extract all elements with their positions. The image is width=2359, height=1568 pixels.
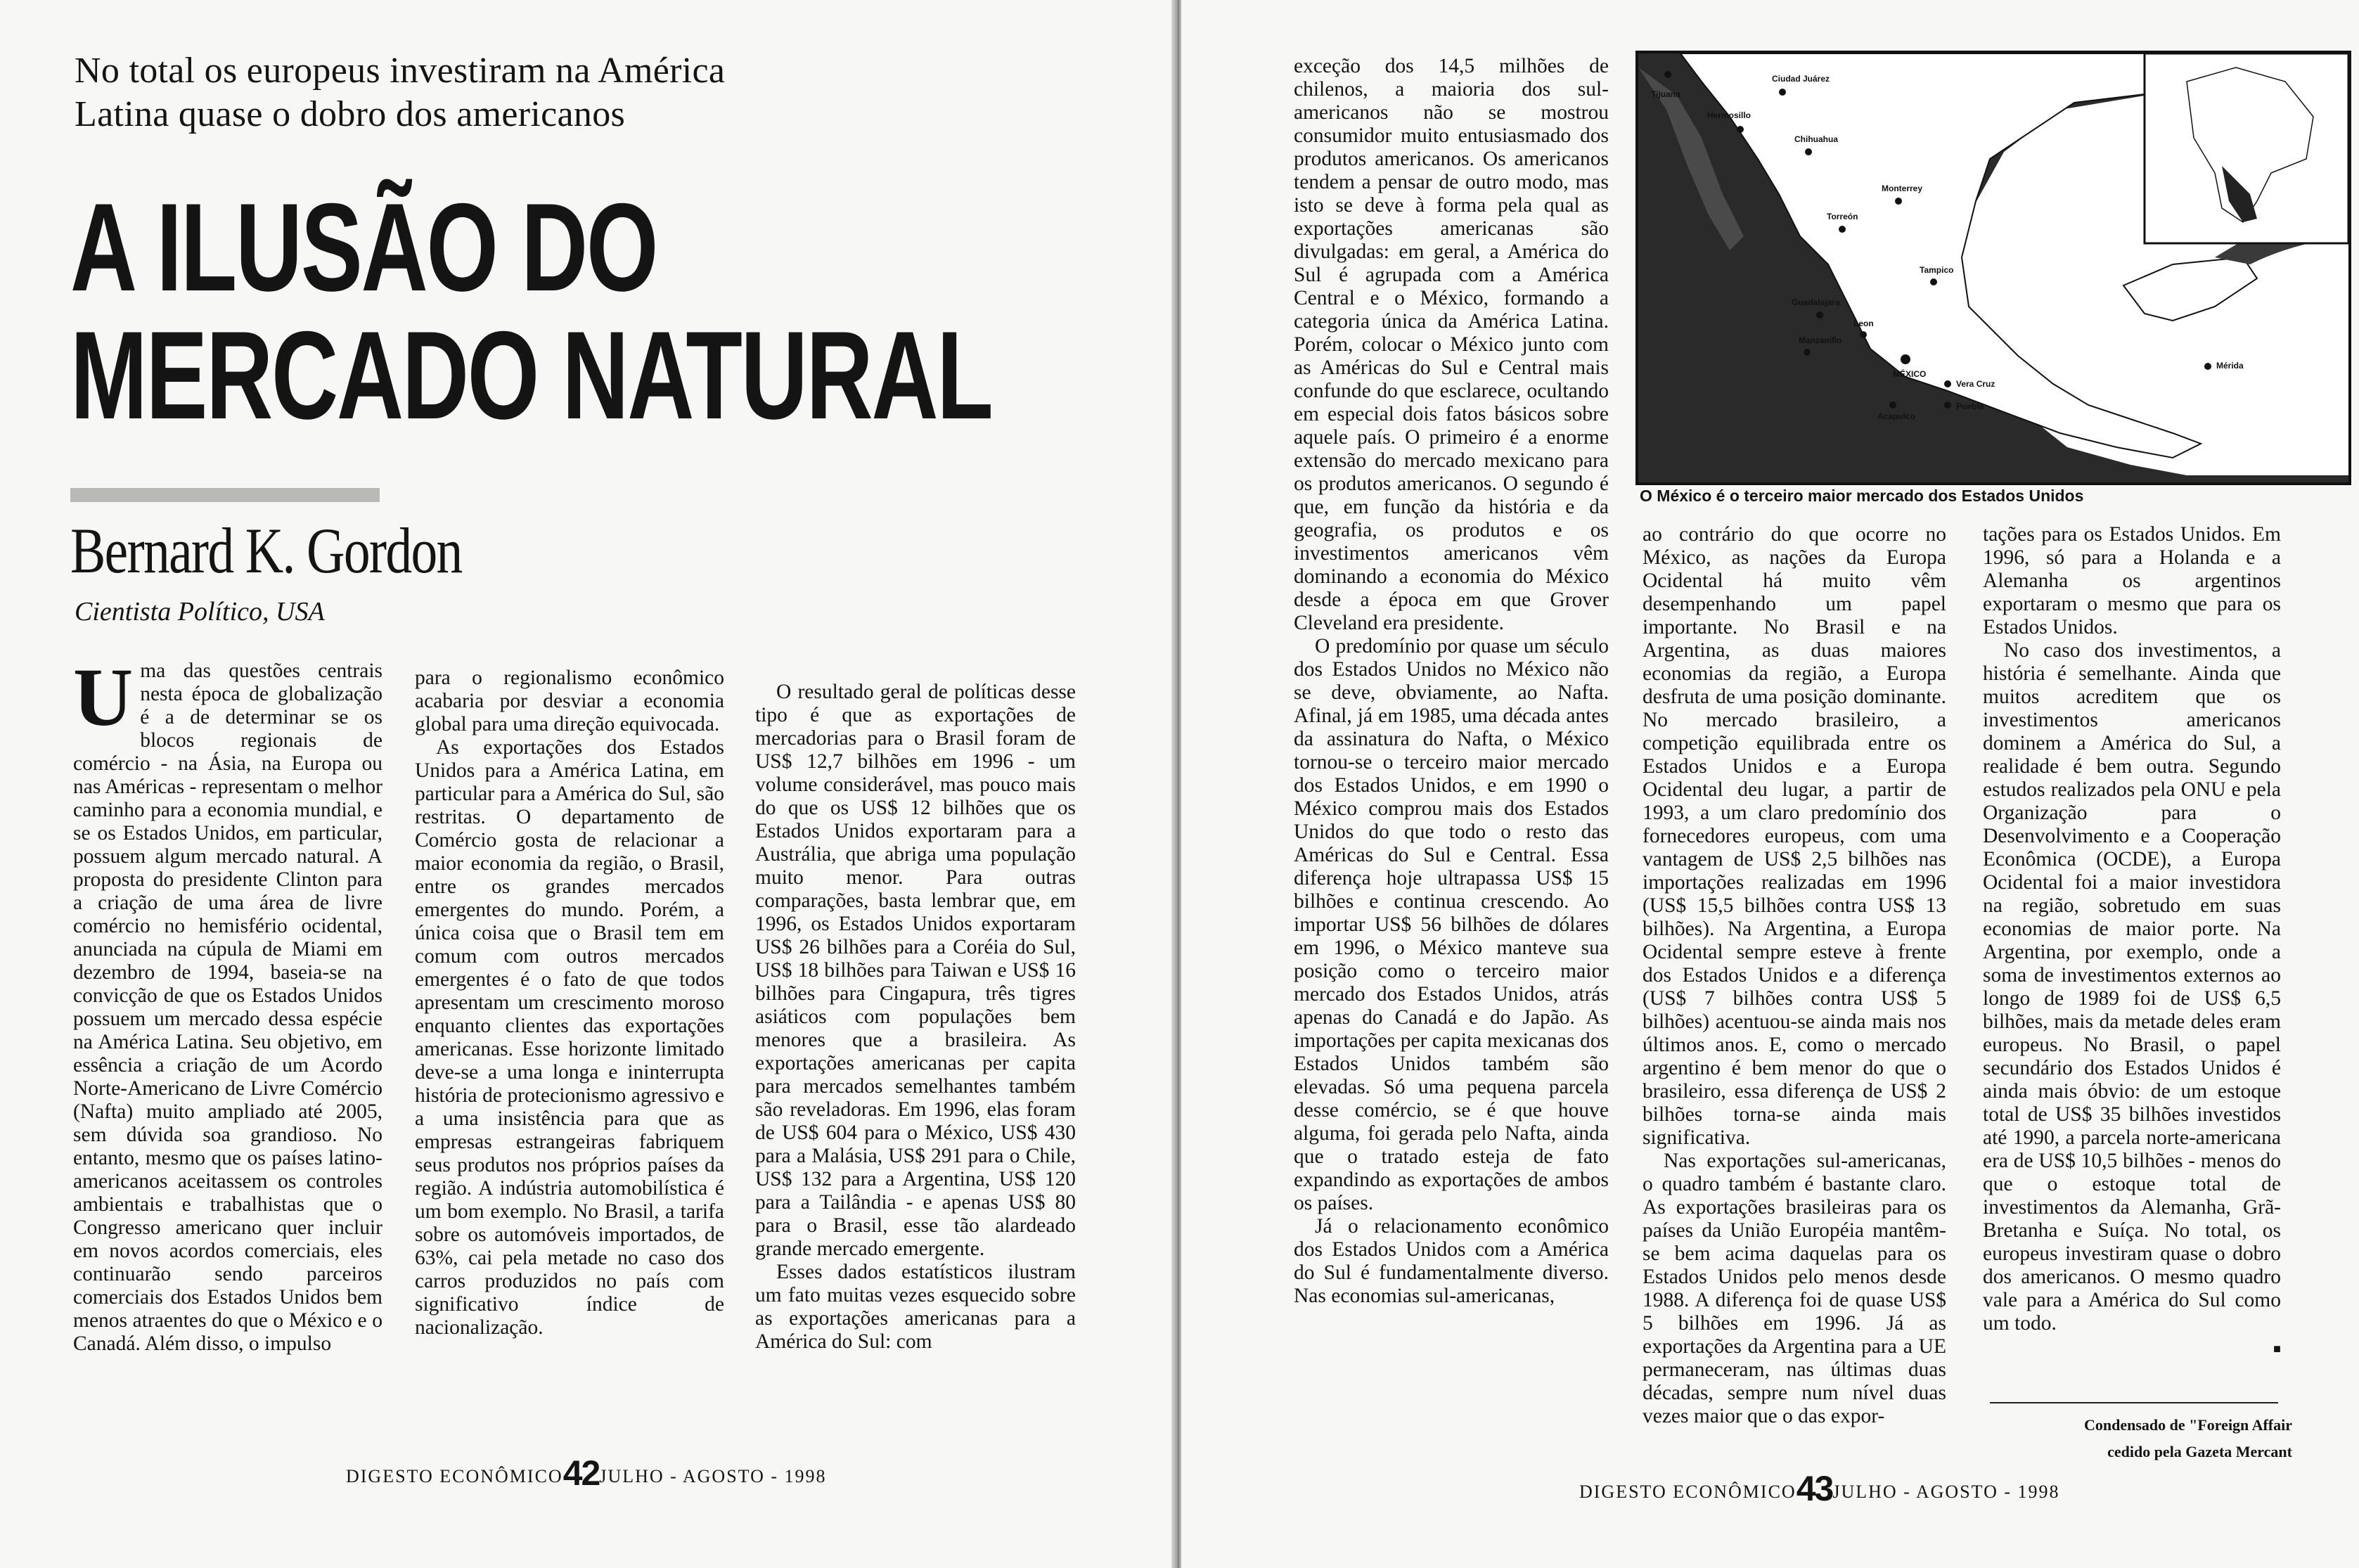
map-label: Tampico (1920, 265, 1954, 275)
map-of-mexico (1635, 51, 2351, 485)
author-role: Cientista Político, USA (75, 597, 325, 626)
paragraph: exceção dos 14,5 milhões de chilenos, a maioria dos sul-americanos não se mostrou consumidor muito entusiasmado dos produtos americanos. Os americanos tendem a pensar de outro modo, mas isto se deve à forma pela qual as exportações americanas são divulgadas: em geral, a América do Sul é agrupada com a América Central e o México, formando a categoria única da América Latina. Porém, colocar o México junto com as Américas do Sul e Central mais confunde do que esclarece, ocultando em especial dois fatos básicos sobre aquele país. O primeiro é a enorme extensão do mercado mexicano para os produtos americanos. O segundo é que, em função da história e da geografia, os produtos e os investimentos americanos vêm dominando a economia do México desde a época em que Grover Cleveland era presidente. (1294, 55, 1609, 634)
credits (1969, 1412, 2292, 1465)
map-caption: O México é o terceiro maior mercado dos Estados Unidos (1640, 487, 2084, 505)
overline (75, 49, 725, 136)
right-page (1181, 0, 2359, 1568)
paragraph: ao contrário do que ocorre no México, as nações da Europa Ocidental há muito vêm desempenhando um papel importante. No Brasil e na Argentina, as duas maiores economias da região, a Europa desfruta de uma posição dominante. No mercado brasileiro, a competição equilibrada entre os Estados Unidos e a Europa Ocidental deu lugar, a partir de 1993, a um claro predomínio dos fornecedores europeus, com uma vantagem de US$ 2,5 bilhões nas importações realizadas em 1996 (US$ 15,5 bilhões contra US$ 13 bilhões). Na Argentina, a Europa Ocidental sempre esteve à frente dos Estados Unidos e a diferença (US$ 7 bilhões contra US$ 5 bilhões) acentuou-se ainda mais nos últimos anos. E, como o mercado argentino é bem menor do que o brasileiro, essa diferença de US$ 2 bilhões torna-se ainda mais significativa. (1643, 523, 1946, 1149)
map-label: Ciudad Juárez (1772, 74, 1830, 84)
decorative-bar (70, 488, 380, 502)
map-graphic (1638, 53, 2348, 482)
article-column-1 (73, 651, 383, 1356)
map-label: Torreón (1827, 212, 1858, 221)
map-label: Chihuahua (1794, 134, 1838, 144)
headline-line-1: A ILUSÃO DO (70, 177, 657, 317)
end-mark: ■ (2273, 1342, 2281, 1356)
footer-publication: DIGESTO ECONÔMICO (346, 1466, 563, 1486)
article-column-6 (1983, 523, 2281, 1361)
map-label: Guadalajara (1792, 297, 1840, 307)
footer-publication: DIGESTO ECONÔMICO (1579, 1482, 1796, 1502)
map-label: Vera Cruz (1956, 379, 1995, 389)
page-number: 43 (1796, 1469, 1833, 1508)
map-label: Hermosillo (1707, 110, 1751, 120)
paragraph: No caso dos investimentos, a história é semelhante. Ainda que muitos acreditem que os investimentos americanos dominem a América do Sul, a realidade é bem outra. Segundo estudos realizados pela ONU e pela Organização para o Desenvolvimento e a Cooperação Econômica (OCDE), a Europa Ocidental foi a maior investidora na região, sobretudo em suas economias de maior porte. Na Argentina, por exemplo, onde a soma de investimentos externos ao longo de 1989 foi de US$ 6,5 bilhões, mais da metade deles eram europeus. No Brasil, o papel secundário dos Estados Unidos é ainda mais óbvio: de um estoque total de US$ 35 bilhões investidos até 1990, a parcela norte-americana era de US$ 10,5 bilhões - menos do que o estoque total de investimentos da Alemanha, Grã-Bretanha e Suíça. No total, os europeus investiram quase o dobro dos americanos. O mesmo quadro vale para a América do Sul como um todo. (1983, 639, 2281, 1335)
paragraph: Nas exportações sul-americanas, o quadro também é bastante claro. As exportações brasileiras para os países da União Européia mantêm-se bem acima daquelas para os Estados Unidos pelo menos desde 1988. A diferença foi de quase US$ 5 bilhões em 1996. Já as exportações da Argentina para a UE permaneceram, nas últimas duas décadas, sempre num nível duas vezes maior que o das expor- (1643, 1150, 1946, 1427)
paragraph: O predomínio por quase um século dos Estados Unidos no México não se deve, obviamente, ao Nafta. Afinal, já em 1985, uma década antes da assinatura do Nafta, o México tornou-se o terceiro maior mercado dos Estados Unidos, e em 1990 o México comprou mais dos Estados Unidos do que todo o resto das Américas do Sul e Central. Essa diferença hoje ultrapassa US$ 15 bilhões e continua crescendo. Ao importar US$ 56 bilhões de dólares em 1996, o México manteve sua posição como o terceiro maior mercado dos Estados Unidos, atrás apenas do Canadá e do Japão. As importações per capita mexicanas dos Estados Unidos também são elevadas. Só uma pequena parcela desse comércio, se é que houve alguma, foi gerada pelo Nafta, ainda que o tratado esteja de fato expandindo as exportações de ambos os países. (1294, 635, 1609, 1214)
map-label: Tijuana (1651, 89, 1680, 99)
paragraph: para o regionalismo econômico acabaria por desviar a economia global para uma direção equivocada. (415, 667, 724, 735)
headline-line-2: MERCADO NATURAL (70, 305, 992, 445)
article-column-4 (1294, 55, 1609, 1308)
map-label: Manzanillo (1799, 335, 1842, 345)
left-page (0, 0, 1174, 1568)
article-column-2 (415, 667, 724, 1339)
overline-line-2: Latina quase o dobro dos americanos (75, 94, 626, 134)
overline-line-1: No total os europeus investiram na América (75, 51, 726, 91)
map-label: Acapulco (1877, 411, 1916, 421)
paragraph: ma das questões centrais nesta época de globalização é a de determinar se os blocos regionais de comércio - na Ásia, na Europa ou nas Américas - representam o melhor caminho para a economia mundial, e se os Estados Unidos, em particular, possuem algum mercado natural. A proposta do presidente Clinton para a criação de uma área de livre comércio no hemisfério ocidental, anunciada na cúpula de Miami em dezembro de 1994, baseia-se na convicção de que os Estados Unidos possuem um mercado dessa espécie na América Latina. Seu objetivo, em essência a criação de um Acordo Norte-Americano de Livre Comércio (Nafta) muito ampliado até 2005, sem dúvida soa grandioso. No entanto, mesmo que os países latino-americanos aceitassem os controles ambientais e trabalhistas que o Congresso americano quer incluir em novos acordos comerciais, eles continuarão sendo parceiros comerciais dos Estados Unidos bem menos atraentes do que o México e o Canadá. Além disso, o impulso (73, 660, 383, 1355)
paragraph: As exportações dos Estados Unidos para a América Latina, em particular para a América do Sul, são restritas. O departamento de Comércio gosta de relacionar a maior economia da região, o Brasil, entre os grandes mercados emergentes do mundo. Porém, a única coisa que o Brasil tem em comum com outros mercados emergentes é o fato de que todos apresentam um crescimento moroso enquanto clientes das exportações americanas. Esse horizonte limitado deve-se a uma longa e ininterrupta história de protecionismo agressivo e a uma insistência para que as empresas estrangeiras fabriquem seus produtos nos próprios países da região. A indústria automobilística é um bom exemplo. No Brasil, a tarifa sobre os automóveis importados, de 63%, cai pela metade no caso dos carros produzidos no país com significativo índice de nacionalização. (415, 736, 724, 1339)
drop-cap: U (73, 651, 134, 743)
page-number: 42 (563, 1453, 600, 1493)
credits-line-1: Condensado de "Foreign Affair (2084, 1416, 2292, 1434)
article-column-5 (1643, 523, 1946, 1428)
credits-rule (1990, 1402, 2278, 1403)
paragraph: Esses dados estatísticos ilustram um fato muitas vezes esquecido sobre as exportações americanas para a América do Sul: com (755, 1261, 1076, 1353)
map-label: MÉXICO (1893, 369, 1927, 379)
paragraph: Já o relacionamento econômico dos Estados Unidos com a América do Sul é fundamentalmente diverso. Nas economias sul-americanas, (1294, 1215, 1609, 1307)
map-label: Leon (1853, 319, 1874, 328)
footer-date: JULHO - AGOSTO - 1998 (599, 1466, 827, 1486)
credits-line-2: cedido pela Gazeta Mercant (2107, 1443, 2292, 1460)
footer-date: JULHO - AGOSTO - 1998 (1832, 1482, 2060, 1502)
map-label: Monterrey (1882, 184, 1923, 193)
page-footer (1579, 1468, 2060, 1509)
article-column-3 (755, 681, 1076, 1354)
paragraph: O resultado geral de políticas desse tipo é que as exportações de mercadorias para o Brasil foram de US$ 12,7 bilhões em 1996 - um volume considerável, mas pouco mais do que os US$ 12 bilhões que os Estados Unidos exportaram para a Austrália, que abriga uma população muito menor. Para outras comparações, basta lembrar que, em 1996, os Estados Unidos exportaram US$ 26 bilhões para a Coréia do Sul, US$ 18 bilhões para Taiwan e US$ 16 bilhões para Cingapura, três tigres asiáticos com populações bem menores que a brasileira. As exportações americanas per capita para mercados semelhantes também são reveladoras. Em 1996, elas foram de US$ 604 para o México, US$ 430 para a Malásia, US$ 291 para o Chile, US$ 132 para a Argentina, US$ 120 para a Tailândia - e apenas US$ 80 para o Brasil, esse tão alardeado grande mercado emergente. (755, 681, 1076, 1260)
map-label: Mérida (2216, 361, 2244, 371)
paragraph: tações para os Estados Unidos. Em 1996, só para a Holanda e a Alemanha os argentinos exportaram o mesmo que para os Estados Unidos. (1983, 523, 2281, 638)
author-name: Bernard K. Gordon (70, 515, 462, 586)
map-label: Puebla (1956, 401, 1984, 411)
page-footer (346, 1453, 827, 1493)
